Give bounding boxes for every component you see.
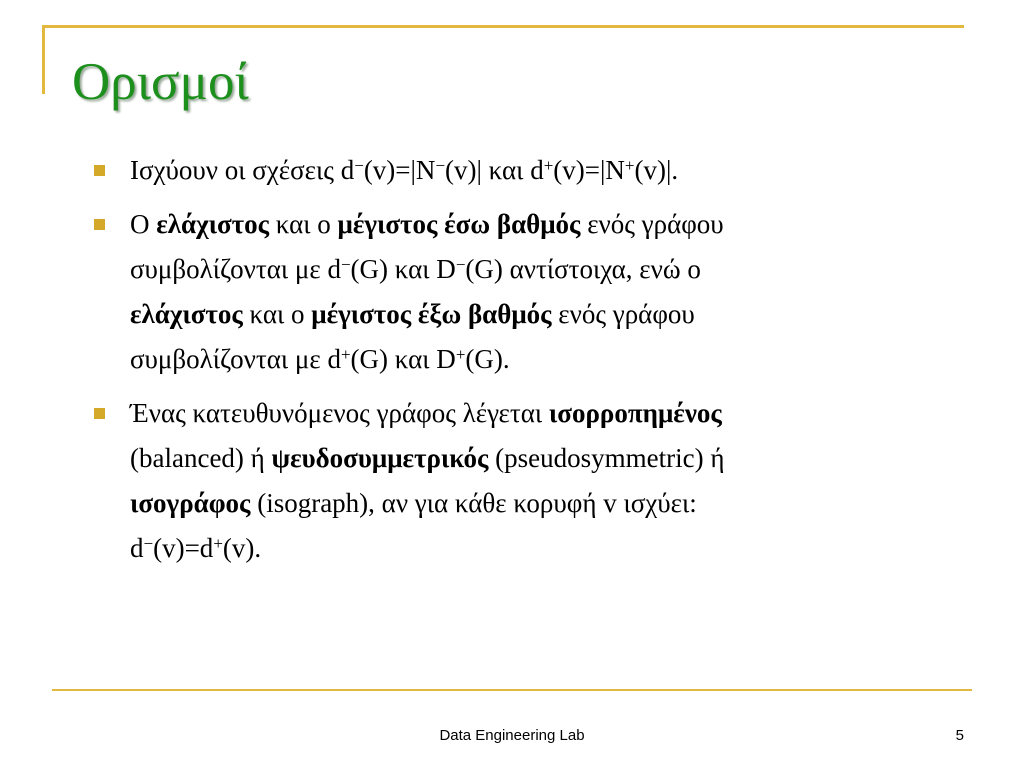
text-line	[130, 526, 892, 571]
text-run: (G) και D	[350, 344, 456, 374]
left-rule	[42, 25, 45, 94]
text-run: (v)=|N	[363, 155, 436, 185]
bullet-text	[130, 391, 892, 571]
bullet-list	[92, 148, 892, 580]
text-line	[130, 391, 892, 436]
superscript: −	[340, 254, 351, 274]
bullet-item	[92, 148, 892, 193]
footer-rule	[52, 689, 972, 691]
bullet-item	[92, 391, 892, 571]
top-rule	[42, 25, 964, 28]
page-number: 5	[955, 727, 964, 744]
superscript: −	[435, 155, 446, 175]
text-line	[130, 148, 892, 193]
text-run: (G).	[465, 344, 510, 374]
text-run: Ένας κατευθυνόμενος γράφος λέγεται	[130, 398, 549, 428]
text-run: (v)=d	[153, 533, 214, 563]
text-run: Ισχύουν οι σχέσεις d	[130, 155, 355, 185]
superscript: −	[455, 254, 466, 274]
text-run: και ο	[242, 299, 312, 329]
text-run: ενός γράφου	[551, 299, 695, 329]
text-run: συμβολίζονται με d	[130, 254, 341, 284]
text-run: (G) αντίστοιχα, ενώ ο	[465, 254, 701, 284]
superscript: +	[340, 344, 351, 364]
text-line	[130, 481, 892, 526]
bold-term: ισογράφος	[130, 488, 251, 518]
square-bullet-icon	[94, 219, 105, 230]
text-line	[130, 292, 892, 337]
superscript: +	[455, 344, 466, 364]
square-bullet-icon	[94, 165, 105, 176]
text-run: (v)| και d	[445, 155, 544, 185]
bold-term: ψευδοσυμμετρικός	[271, 443, 489, 473]
bullet-item	[92, 202, 892, 382]
superscript: −	[354, 155, 364, 175]
text-line	[130, 337, 892, 382]
superscript: −	[143, 533, 154, 553]
superscript: +	[213, 533, 223, 553]
text-run: (balanced) ή	[130, 443, 272, 473]
text-run: (v)|.	[634, 155, 679, 185]
bullet-text	[130, 148, 892, 193]
bold-term: ελάχιστος	[130, 299, 243, 329]
text-run: ενός γράφου	[580, 209, 724, 239]
bold-term: μέγιστος έξω βαθμός	[311, 299, 552, 329]
bold-term: ελάχιστος	[156, 209, 269, 239]
superscript: +	[624, 155, 635, 175]
text-run: και ο	[268, 209, 338, 239]
text-run: d	[130, 533, 144, 563]
text-run: (v)=|N	[553, 155, 625, 185]
text-run: συμβολίζονται με d	[130, 344, 341, 374]
superscript: +	[543, 155, 554, 175]
footer-label: Data Engineering Lab	[439, 727, 585, 744]
bullet-text	[130, 202, 892, 382]
text-run: (v).	[222, 533, 262, 563]
text-run: (pseudosymmetric) ή	[488, 443, 725, 473]
square-bullet-icon	[94, 408, 105, 419]
slide-title: Ορισμοί	[72, 53, 249, 111]
text-line	[130, 247, 892, 292]
text-run: (isograph), αν για κάθε κορυφή v ισχύει:	[250, 488, 697, 518]
text-run: (G) και D	[350, 254, 456, 284]
text-run: Ο	[130, 209, 157, 239]
text-line	[130, 436, 892, 481]
text-line	[130, 202, 892, 247]
bold-term: ισορροπημένος	[548, 398, 722, 428]
bold-term: μέγιστος έσω βαθμός	[337, 209, 581, 239]
